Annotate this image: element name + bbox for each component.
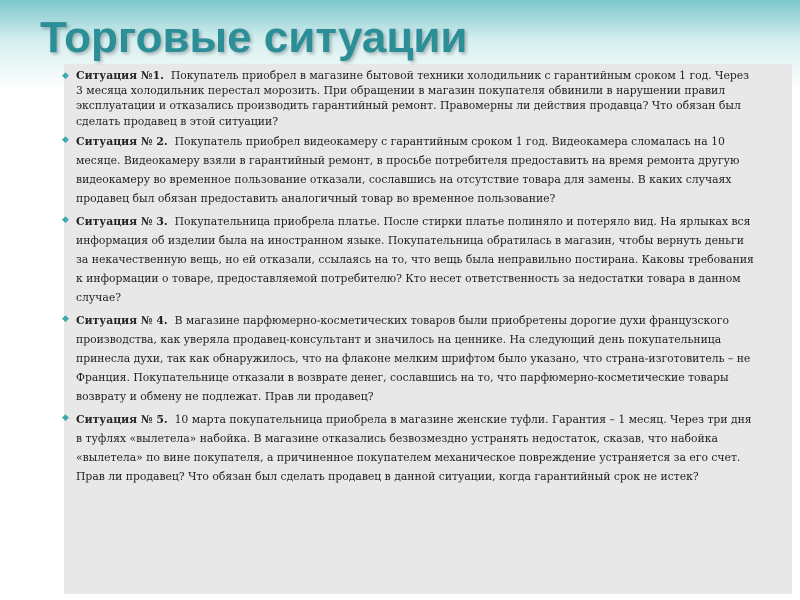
situation-2 <box>62 132 758 209</box>
situation-heading: Ситуация № 5. <box>76 412 168 426</box>
situation-heading: Ситуация № 4. <box>76 313 168 327</box>
situations-list <box>62 68 758 489</box>
teardrop-bullet-icon: ◆ <box>62 214 69 225</box>
situation-heading: Ситуация № 3. <box>76 214 168 228</box>
situation-heading: Ситуация №1. <box>76 69 164 82</box>
situation-heading: Ситуация № 2. <box>76 134 168 148</box>
teardrop-bullet-icon: ◆ <box>62 313 69 324</box>
slide-title: Торговые ситуации <box>40 13 468 62</box>
situation-5 <box>62 410 758 487</box>
situation-text: Покупательница приобрела платье. После стирки платье полиняло и потеряло вид. На ярлыках вся информация об изделии была на иностранном языке. Покупательница обратилась в магазин, чтобы вернуть деньги за некачественную вещь, но ей отказали, ссылаясь на то, что вещь была неправильно постирана. Каковы требования к информации о товаре, предоставляемой потребителю? Кто несет ответственность за недостатки товара в данном случае? <box>76 214 754 305</box>
situation-4 <box>62 311 758 407</box>
situation-text: В магазине парфюмерно-косметических товаров были приобретены дорогие духи французского производства, как уверяла продавец-консультант и значилось на ценнике. На следующий день покупательница принесла духи, так как обнаружилось, что на флаконе мелким шрифтом было указано, что страна-изготовитель – не Франция. Покупательнице отказали в возврате денег, сославшись на то, что парфюмерно-косметические товары возврату и обмену не подлежат. Прав ли продавец? <box>76 313 751 404</box>
situation-3 <box>62 212 758 308</box>
situation-text: Покупатель приобрел в магазине бытовой техники холодильник с гарантийным сроком 1 год. Через 3 месяца холодильник перестал морозить. При обращении в магазин покупателя обвинили в нарушении правил эксплуатации и отказались производить гарантийный ремонт. Правомерны ли действия продавца? Что обязан был сделать продавец в этой ситуации? <box>76 69 750 128</box>
teardrop-bullet-icon: ◆ <box>62 134 69 145</box>
situation-text: 10 марта покупательница приобрела в магазине женские туфли. Гарантия – 1 месяц. Через три дня в туфлях «вылетела» набойка. В магазине отказались безвозмездно устранять недостаток, сказав, что набойка «вылетела» по вине покупателя, а причиненное покупателем механическое повреждение устраняется за его счет. Прав ли продавец? Что обязан был сделать продавец в данной ситуации, когда гарантийный срок не истек? <box>76 412 752 484</box>
situation-1 <box>62 68 758 129</box>
situation-text: Покупатель приобрел видеокамеру с гарантийным сроком 1 год. Видеокамера сломалась на 10 месяце. Видеокамеру взяли в гарантийный ремонт, в просьбе потребителя предоставить на время ремонта другую видеокамеру во временное пользование отказали, сославшись на отсутствие товара для замены. В каких случаях продавец был обязан предоставить аналогичный товар во временное пользование? <box>76 134 740 206</box>
teardrop-bullet-icon: ◆ <box>62 71 69 81</box>
teardrop-bullet-icon: ◆ <box>62 412 69 423</box>
